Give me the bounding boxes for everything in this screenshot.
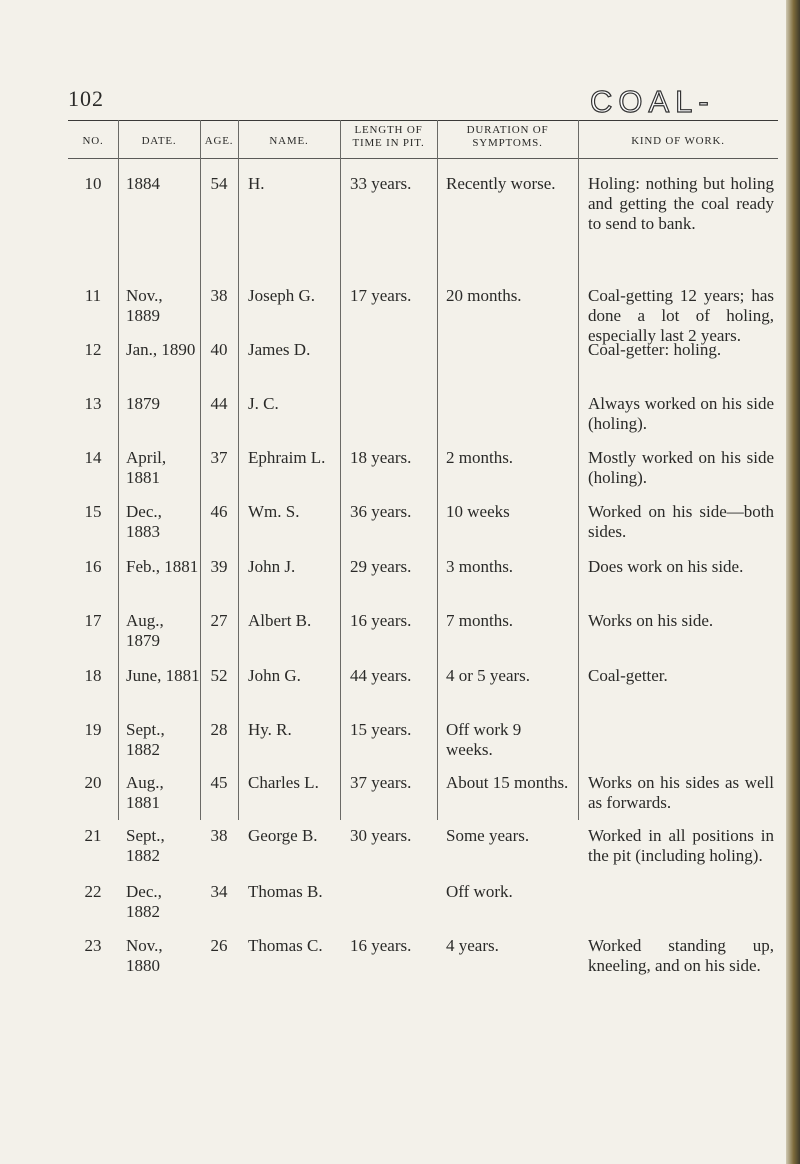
header-rule-bottom — [68, 158, 778, 159]
column-divider — [340, 120, 341, 820]
cell-age: 28 — [210, 720, 228, 739]
cell-name: Hy. R. — [248, 720, 292, 739]
cell-name: Wm. S. — [248, 502, 300, 521]
cell-no: 12 — [84, 340, 102, 359]
cell-age: 26 — [210, 936, 228, 955]
column-header-work: KIND OF WORK. — [631, 135, 725, 147]
cell-name: John J. — [248, 557, 296, 576]
column-header-duration: DURATION OF SYMPTOMS. — [466, 124, 549, 149]
cell-duration: 2 months. — [446, 448, 514, 467]
cell-date: June, 1881 — [126, 666, 200, 685]
cell-age: 40 — [210, 340, 228, 359]
cell-work: Does work on his side. — [588, 557, 744, 576]
cell-name: Albert B. — [248, 611, 312, 630]
cell-length: 17 years. — [350, 286, 412, 305]
cell-work: Works on his side. — [588, 611, 714, 630]
cell-duration: Some years. — [446, 826, 530, 845]
cell-name: H. — [248, 174, 265, 193]
cell-no: 17 — [84, 611, 102, 630]
cell-age: 46 — [210, 502, 228, 521]
cell-date: Dec., 1882 — [126, 882, 162, 921]
cell-work: Holing: nothing but holing and getting the coal ready to send to bank. — [588, 174, 774, 233]
cell-no: 11 — [84, 286, 102, 305]
column-divider — [238, 120, 239, 820]
cell-no: 18 — [84, 666, 102, 685]
cell-length: 18 years. — [350, 448, 412, 467]
column-header-name: NAME. — [269, 135, 309, 147]
cell-date: Feb., 1881 — [126, 557, 199, 576]
cell-length: 16 years. — [350, 611, 412, 630]
cell-date: Nov., 1889 — [126, 286, 163, 325]
cell-length: 29 years. — [350, 557, 412, 576]
header-rule-top — [68, 120, 778, 121]
cell-name: Joseph G. — [248, 286, 316, 305]
cell-duration: 3 months. — [446, 557, 514, 576]
cell-name: Charles L. — [248, 773, 319, 792]
cell-name: Ephraim L. — [248, 448, 326, 467]
cell-name: J. C. — [248, 394, 279, 413]
cell-date: Nov., 1880 — [126, 936, 163, 975]
cell-no: 15 — [84, 502, 102, 521]
cell-date: Aug., 1881 — [126, 773, 164, 812]
cell-length: 16 years. — [350, 936, 412, 955]
column-divider — [118, 120, 119, 820]
cell-date: Sept., 1882 — [126, 720, 165, 759]
cell-date: 1884 — [126, 174, 160, 193]
column-header-age: AGE. — [204, 135, 234, 147]
cell-length: 37 years. — [350, 773, 412, 792]
column-divider — [578, 120, 579, 820]
column-divider — [200, 120, 201, 820]
page-edge — [786, 0, 800, 1164]
cell-work: Always worked on his side (holing). — [588, 394, 774, 433]
cell-duration: About 15 months. — [446, 773, 569, 792]
cell-duration: Off work. — [446, 882, 513, 901]
cell-no: 14 — [84, 448, 102, 467]
cell-age: 34 — [210, 882, 228, 901]
cell-duration: Recently worse. — [446, 174, 556, 193]
cell-no: 22 — [84, 882, 102, 901]
cell-no: 20 — [84, 773, 102, 792]
cell-work: Worked standing up, kneeling, and on his side. — [588, 936, 774, 975]
cell-work: Coal-getter. — [588, 666, 668, 685]
cell-length: 33 years. — [350, 174, 412, 193]
cell-work: Coal-getting 12 years; has done a lot of holing, especially last 2 years. — [588, 286, 774, 345]
cell-name: Thomas C. — [248, 936, 323, 955]
column-header-date: DATE. — [141, 135, 177, 147]
cell-date: Aug., 1879 — [126, 611, 164, 650]
cell-work: Worked on his side—both sides. — [588, 502, 774, 541]
cell-age: 38 — [210, 826, 228, 845]
cell-no: 16 — [84, 557, 102, 576]
cell-work: Works on his sides as well as forwards. — [588, 773, 774, 812]
cell-duration: 4 years. — [446, 936, 499, 955]
cell-name: Thomas B. — [248, 882, 323, 901]
cell-age: 45 — [210, 773, 228, 792]
column-header-no: NO. — [82, 135, 104, 147]
cell-duration: 20 months. — [446, 286, 522, 305]
page-number: 102 — [68, 86, 104, 111]
cell-no: 23 — [84, 936, 102, 955]
cell-name: John G. — [248, 666, 301, 685]
cell-duration: 10 weeks — [446, 502, 510, 521]
cell-no: 13 — [84, 394, 102, 413]
cell-length: 36 years. — [350, 502, 412, 521]
cell-date: Dec., 1883 — [126, 502, 162, 541]
cell-length: 30 years. — [350, 826, 412, 845]
cell-age: 52 — [210, 666, 228, 685]
running-head: COAL- — [590, 84, 715, 119]
cell-date: Jan., 1890 — [126, 340, 196, 359]
cell-length: 15 years. — [350, 720, 412, 739]
cell-age: 27 — [210, 611, 228, 630]
cell-work: Coal-getter: holing. — [588, 340, 722, 359]
cell-no: 19 — [84, 720, 102, 739]
cell-work: Worked in all positions in the pit (including holing). — [588, 826, 774, 865]
cell-duration: 4 or 5 years. — [446, 666, 531, 685]
cell-name: George B. — [248, 826, 318, 845]
column-header-length: LENGTH OF TIME IN PIT. — [352, 124, 425, 149]
cell-date: 1879 — [126, 394, 160, 413]
cell-length: 44 years. — [350, 666, 412, 685]
cell-work: Mostly worked on his side (holing). — [588, 448, 774, 487]
cell-age: 39 — [210, 557, 228, 576]
cell-no: 21 — [84, 826, 102, 845]
column-divider — [437, 120, 438, 820]
cell-age: 37 — [210, 448, 228, 467]
cell-duration: Off work 9 weeks. — [446, 720, 522, 759]
cell-no: 10 — [84, 174, 102, 193]
cell-name: James D. — [248, 340, 311, 359]
cell-date: Sept., 1882 — [126, 826, 165, 865]
cell-date: April, 1881 — [126, 448, 167, 487]
cell-age: 38 — [210, 286, 228, 305]
cell-age: 54 — [210, 174, 228, 193]
cell-age: 44 — [210, 394, 228, 413]
cell-duration: 7 months. — [446, 611, 514, 630]
